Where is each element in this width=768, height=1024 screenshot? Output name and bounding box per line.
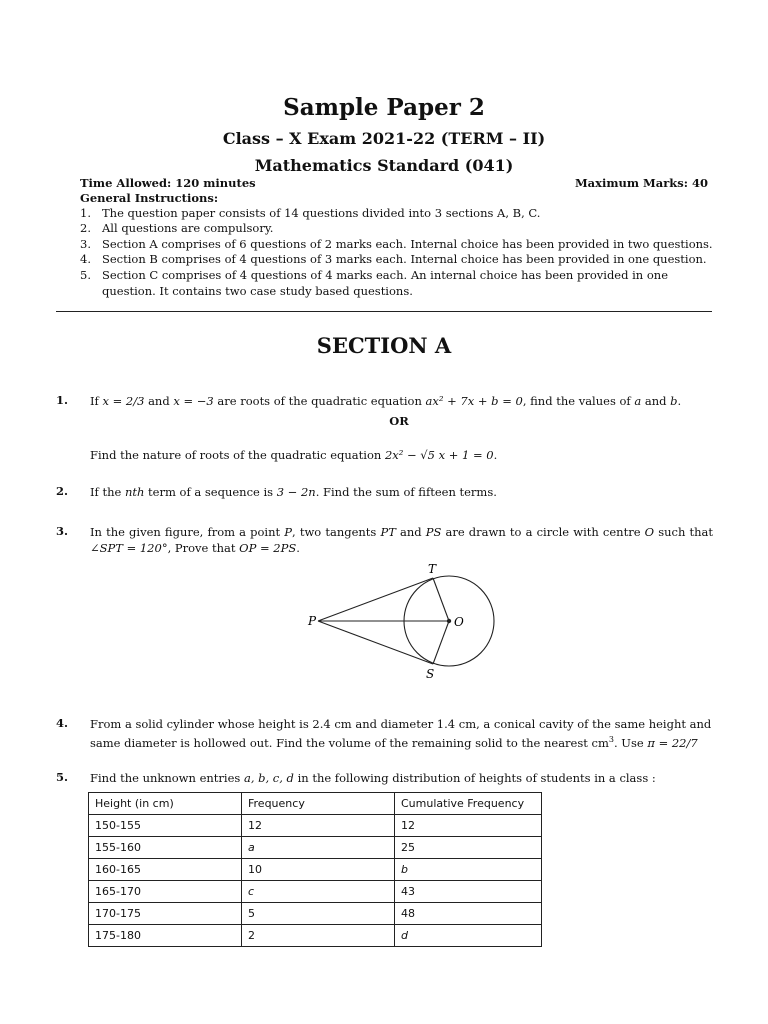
text-run: . xyxy=(493,448,498,462)
instruction-text: The question paper consists of 14 questions divided into 3 sections A, B, C. xyxy=(102,206,541,220)
table-cell: 43 xyxy=(395,881,542,903)
table-cell: 170-175 xyxy=(89,903,242,925)
question-number: 3. xyxy=(56,524,69,538)
table-cell: c xyxy=(242,881,395,903)
instruction-item xyxy=(80,237,720,252)
table-cell: 12 xyxy=(242,815,395,837)
text-run: , two tangents xyxy=(292,525,381,539)
math-expression: π = 22/7 xyxy=(647,735,698,750)
math-expression: a xyxy=(634,394,642,408)
text-run: term of a sequence is xyxy=(144,485,277,499)
text-run: such that xyxy=(654,525,714,539)
table-cell: 175-180 xyxy=(89,925,242,947)
text-run: If xyxy=(90,394,103,408)
max-marks: Maximum Marks: 40 xyxy=(574,176,708,190)
text-run: If the xyxy=(90,485,125,499)
superscript: 3 xyxy=(608,735,614,744)
text-run: From a solid cylinder whose height is 2.4 cm and diameter 1.4 cm, a conical cavity of the same height and same diameter is hollowed out. Find the volume of the remaining solid to the nearest cm xyxy=(90,717,712,750)
class-line: Class – X Exam 2021-22 (TERM – II) xyxy=(222,129,546,148)
text-run: and xyxy=(144,394,174,408)
radius-ot xyxy=(433,578,449,621)
radius-os xyxy=(433,621,449,664)
instruction-number: 3. xyxy=(80,237,91,251)
tangent-pt xyxy=(318,578,433,621)
math-expression: PT xyxy=(380,525,396,539)
text-run: in the following distribution of heights of students in a class : xyxy=(293,771,656,785)
math-expression: 3 − 2n xyxy=(276,485,316,499)
table-cell: 155-160 xyxy=(89,837,242,859)
text-run: . Find the sum of fifteen terms. xyxy=(315,485,497,499)
question-1-alt-text xyxy=(90,447,713,463)
instruction-text: Section C comprises of 4 questions of 4 marks each. An internal choice has been provided in one question. It contains two case study based questions. xyxy=(102,268,669,298)
label-p: P xyxy=(308,614,317,628)
or-label: OR xyxy=(389,414,409,428)
question-3-text xyxy=(90,524,713,556)
question-number: 1. xyxy=(56,393,69,407)
text-run: , find the values of xyxy=(522,394,635,408)
table-cell: d xyxy=(395,925,542,947)
table-cell: 160-165 xyxy=(89,859,242,881)
text-run: Find the nature of roots of the quadratic equation xyxy=(90,448,385,462)
time-allowed: Time Allowed: 120 minutes xyxy=(80,176,256,190)
instruction-item xyxy=(80,221,720,236)
math-expression: ax² + 7x + b = 0 xyxy=(425,394,523,408)
table-row xyxy=(89,903,542,925)
instruction-text: Section B comprises of 4 questions of 3 marks each. Internal choice has been provided in one question. xyxy=(102,252,707,266)
subject-line: Mathematics Standard (041) xyxy=(254,156,514,175)
table-cell: 5 xyxy=(242,903,395,925)
instruction-text: All questions are compulsory. xyxy=(102,221,274,235)
math-expression: PS xyxy=(425,525,442,539)
table-row xyxy=(89,837,542,859)
instruction-item xyxy=(80,252,720,267)
question-number: 4. xyxy=(56,716,69,730)
instruction-number: 1. xyxy=(80,206,91,220)
table-row xyxy=(89,859,542,881)
text-run: . Use xyxy=(613,735,648,750)
text-run: . xyxy=(296,541,300,555)
question-2-text xyxy=(90,484,713,500)
instruction-number: 5. xyxy=(80,268,91,282)
math-expression: O xyxy=(644,525,655,539)
question-number: 2. xyxy=(56,484,69,498)
header-divider xyxy=(56,311,712,312)
table-cell: 12 xyxy=(395,815,542,837)
tangent-circle-figure xyxy=(300,560,510,685)
question-4-text xyxy=(90,716,713,751)
text-run: . xyxy=(677,394,682,408)
table-cell: 2 xyxy=(242,925,395,947)
paper-title: Sample Paper 2 xyxy=(283,94,485,121)
table-row xyxy=(89,881,542,903)
table-cell: b xyxy=(395,859,542,881)
tangent-ps xyxy=(318,621,433,664)
instruction-item xyxy=(80,268,720,300)
table-header-cell: Frequency xyxy=(242,793,395,815)
text-run: and xyxy=(395,525,426,539)
table-cell: 25 xyxy=(395,837,542,859)
math-expression: x = 2/3 xyxy=(102,394,145,408)
label-t: T xyxy=(428,562,437,576)
text-run: are drawn to a circle with centre xyxy=(441,525,645,539)
math-expression: nth xyxy=(124,485,145,499)
instruction-number: 2. xyxy=(80,221,91,235)
instructions-heading: General Instructions: xyxy=(80,191,219,205)
table-row xyxy=(89,815,542,837)
table-header-row xyxy=(89,793,542,815)
instruction-item xyxy=(80,206,720,221)
height-distribution-table xyxy=(88,792,542,947)
text-run: Find the unknown entries xyxy=(90,771,244,785)
instruction-number: 4. xyxy=(80,252,91,266)
math-expression: OP = 2PS xyxy=(239,541,297,555)
math-expression: b xyxy=(670,394,678,408)
table-header-cell: Height (in cm) xyxy=(89,793,242,815)
table-cell: 165-170 xyxy=(89,881,242,903)
table-header-cell: Cumulative Frequency xyxy=(395,793,542,815)
text-run: , Prove that xyxy=(167,541,240,555)
text-run: In the given figure, from a point xyxy=(90,525,285,539)
math-expression: a, b, c, d xyxy=(243,771,294,785)
question-number: 5. xyxy=(56,770,69,784)
table-cell: 150-155 xyxy=(89,815,242,837)
text-run: and xyxy=(641,394,671,408)
section-title: SECTION A xyxy=(316,333,452,358)
question-5-text xyxy=(90,770,713,786)
instruction-text: Section A comprises of 6 questions of 2 marks each. Internal choice has been provided in two questions. xyxy=(102,237,713,251)
table-cell: a xyxy=(242,837,395,859)
table-row xyxy=(89,925,542,947)
question-1-text xyxy=(90,393,713,409)
math-expression: P xyxy=(284,525,293,539)
label-o: O xyxy=(454,615,464,629)
text-run: are roots of the quadratic equation xyxy=(213,394,426,408)
label-s: S xyxy=(426,667,435,681)
table-cell: 10 xyxy=(242,859,395,881)
centre-point xyxy=(447,619,451,623)
math-expression: x = −3 xyxy=(173,394,214,408)
table-cell: 48 xyxy=(395,903,542,925)
math-expression: ∠SPT = 120° xyxy=(90,541,168,555)
math-expression: 2x² − √5 x + 1 = 0 xyxy=(384,448,494,462)
